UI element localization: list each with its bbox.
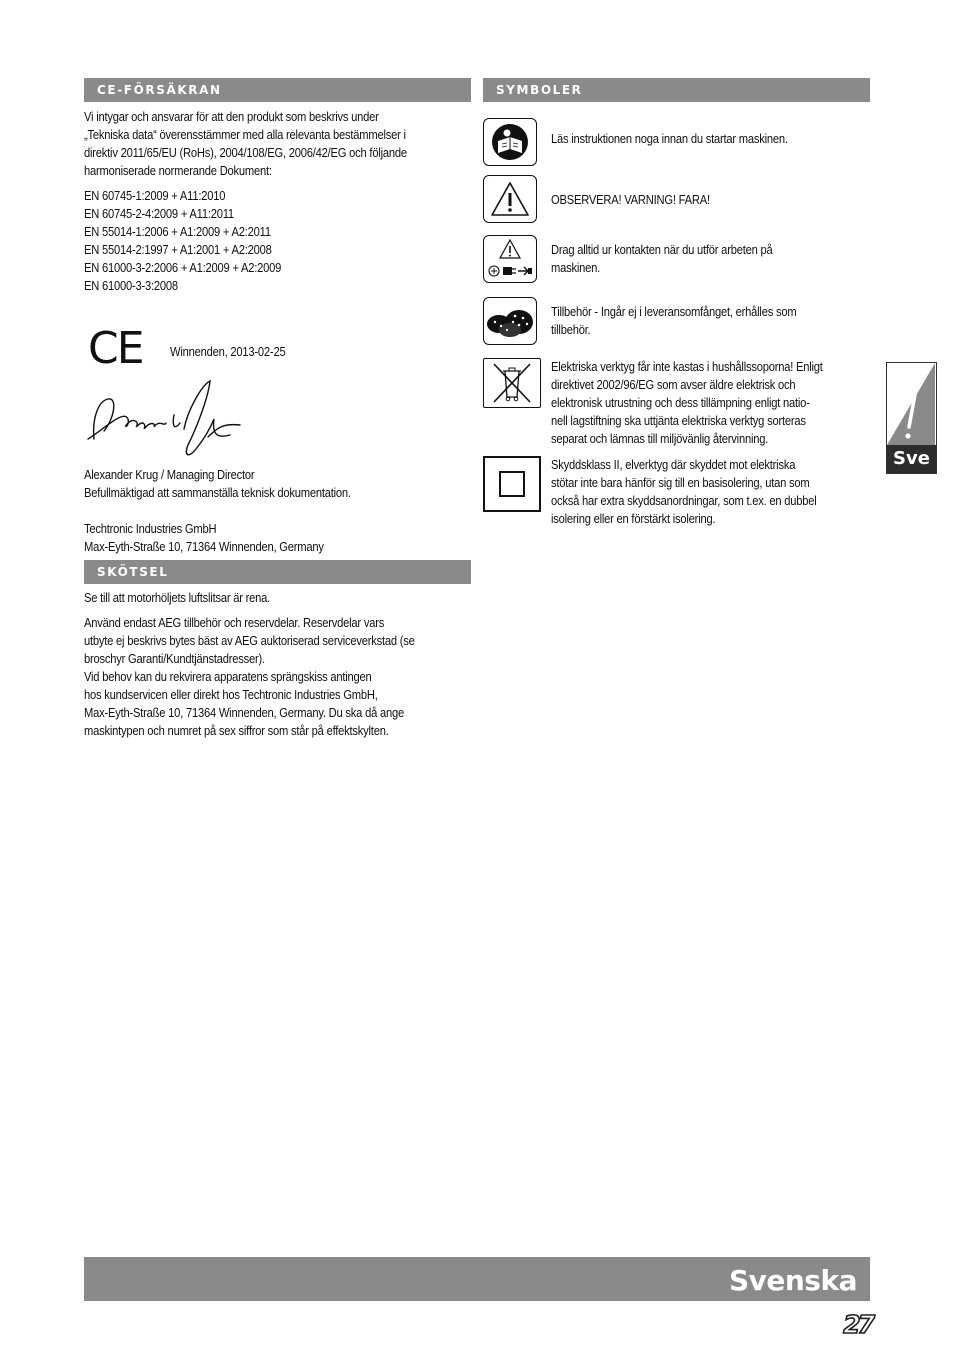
unplug-icon bbox=[483, 235, 537, 283]
symbol-text: tillbehör. bbox=[551, 322, 591, 337]
accessories-icon bbox=[483, 297, 537, 345]
symbol-text: direktivet 2002/96/EG som avser äldre elektrisk och bbox=[551, 377, 796, 392]
symbol-text: också har extra skyddsanordningar, som t.ex. en dubbel bbox=[551, 493, 817, 508]
place-date: Winnenden, 2013-02-25 bbox=[170, 344, 286, 359]
care-line: hos kundservicen eller direkt hos Techtronic Industries GmbH, bbox=[84, 687, 378, 702]
signatory: Alexander Krug / Managing Director bbox=[84, 467, 255, 482]
weee-bin-icon bbox=[483, 358, 541, 408]
ce-intro-line: harmoniserade normerande Dokument: bbox=[84, 163, 272, 178]
warning-icon bbox=[483, 175, 537, 223]
language-side-tab bbox=[886, 362, 937, 474]
symbol-row bbox=[483, 297, 870, 345]
care-line: Vid behov kan du rekvirera apparatens sprängskiss antingen bbox=[84, 669, 372, 684]
care-text bbox=[84, 589, 471, 740]
right-column bbox=[483, 78, 870, 528]
symbol-text: stötar inte bara hänför sig till en basisolering, utan som bbox=[551, 475, 810, 490]
symbol-text: OBSERVERA! VARNING! FARA! bbox=[551, 192, 710, 207]
care-line: Max-Eyth-Straße 10, 71364 Winnenden, Germany. Du ska då ange bbox=[84, 705, 404, 720]
page-number: 27 bbox=[843, 1310, 872, 1339]
symbol-text: Drag alltid ur kontakten när du utför arbeten på bbox=[551, 242, 773, 257]
symbol-row bbox=[483, 175, 870, 223]
symbol-text: maskinen. bbox=[551, 260, 601, 275]
company-name: Techtronic Industries GmbH bbox=[84, 521, 217, 536]
company-address: Max-Eyth-Straße 10, 71364 Winnenden, Germany bbox=[84, 539, 324, 554]
standard-item: EN 61000-3-3:2008 bbox=[84, 278, 178, 293]
symbol-text: separat och lämnas till miljövänlig återvinning. bbox=[551, 431, 769, 446]
ce-mark-logo: CE bbox=[88, 323, 143, 374]
symbols-heading: SYMBOLER bbox=[483, 78, 870, 102]
symbol-row bbox=[483, 456, 870, 528]
care-line: broschyr Garanti/Kundtjänstadresser). bbox=[84, 651, 265, 666]
class-ii-icon bbox=[483, 456, 541, 512]
symbol-text: nell lagstiftning ska uttjänta elektriska verktyg sorteras bbox=[551, 413, 806, 428]
care-line: Använd endast AEG tillbehör och reservdelar. Reservdelar vars bbox=[84, 615, 385, 630]
care-para: Se till att motorhöljets luftslitsar är rena. bbox=[84, 590, 271, 605]
signature bbox=[84, 379, 254, 461]
ce-intro-line: direktiv 2011/65/EU (RoHs), 2004/108/EG, 2006/42/EG och följande bbox=[84, 145, 407, 160]
authorized-note: Befullmäktigad att sammanställa teknisk dokumentation. bbox=[84, 485, 351, 500]
symbol-text: Läs instruktionen noga innan du startar maskinen. bbox=[551, 131, 788, 146]
left-column bbox=[84, 78, 471, 740]
language-tab-label: Sve bbox=[887, 445, 936, 473]
standard-item: EN 60745-1:2009 + A11:2010 bbox=[84, 188, 226, 203]
standard-item: EN 61000-3-2:2006 + A1:2009 + A2:2009 bbox=[84, 260, 282, 275]
ce-intro-line: „Tekniska data“ överensstämmer med alla relevanta bestämmelser i bbox=[84, 127, 406, 142]
symbol-text: Tillbehör - Ingår ej i leveransomfånget, erhålles som bbox=[551, 304, 797, 319]
ce-heading: CE-FÖRSÄKRAN bbox=[84, 78, 471, 102]
symbol-text: Elektriska verktyg får inte kastas i hushållssoporna! Enligt bbox=[551, 359, 823, 374]
standard-item: EN 55014-1:2006 + A1:2009 + A2:2011 bbox=[84, 224, 271, 239]
care-heading: SKÖTSEL bbox=[84, 560, 471, 584]
symbol-row bbox=[483, 118, 870, 166]
ce-mark-block bbox=[84, 323, 471, 379]
care-line: utbyte ej beskrivs bytes bäst av AEG auktoriserad serviceverkstad (se bbox=[84, 633, 415, 648]
signatory-block bbox=[84, 466, 471, 556]
symbol-text: isolering eller en förstärkt isolering. bbox=[551, 511, 716, 526]
symbol-text: Skyddsklass II, elverktyg där skyddet mot elektriska bbox=[551, 457, 796, 472]
exclamation-icon bbox=[887, 363, 935, 445]
standard-item: EN 60745-2-4:2009 + A11:2011 bbox=[84, 206, 234, 221]
symbol-row bbox=[483, 235, 870, 283]
symbol-row bbox=[483, 358, 870, 448]
read-manual-icon bbox=[483, 118, 537, 166]
care-line: maskintypen och numret på sex siffror som står på effektskylten. bbox=[84, 723, 389, 738]
ce-intro bbox=[84, 108, 471, 295]
symbol-text: elektronisk utrustning och dess tillämpning enligt natio- bbox=[551, 395, 810, 410]
language-footer: Svenska bbox=[84, 1257, 870, 1301]
ce-intro-line: Vi intygar och ansvarar för att den produkt som beskrivs under bbox=[84, 109, 379, 124]
standard-item: EN 55014-2:1997 + A1:2001 + A2:2008 bbox=[84, 242, 272, 257]
